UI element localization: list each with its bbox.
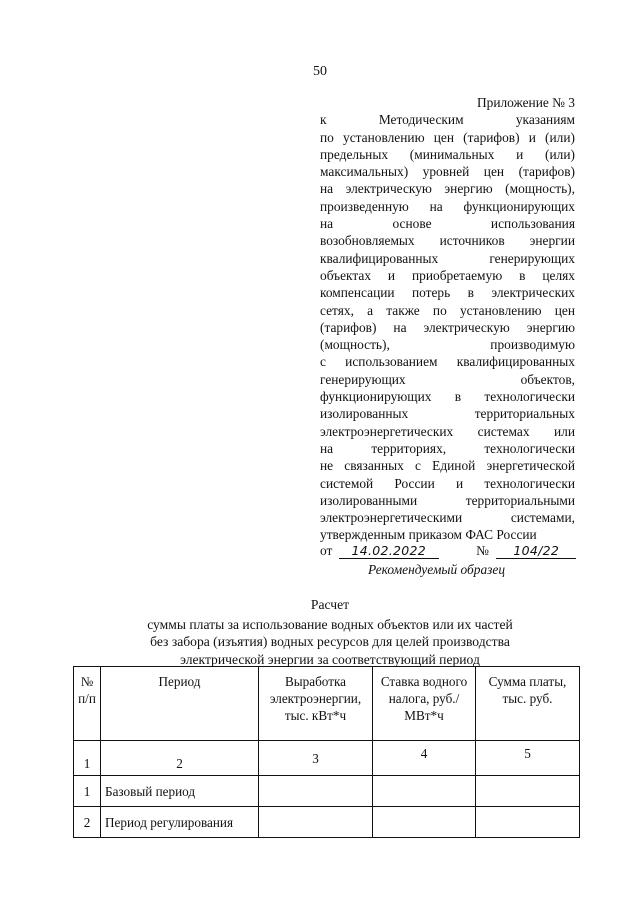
order-date: 14.02.2022	[339, 544, 439, 559]
header-payment-sum: Сумма платы, тыс. руб.	[476, 667, 580, 741]
appendix-line: на электрическую энергию (мощность),	[320, 181, 575, 197]
order-prefix: от	[320, 543, 333, 558]
page-number: 50	[313, 64, 327, 79]
row-payment-sum	[476, 807, 580, 838]
appendix-line: по установлению цен (тарифов) и (или)	[320, 129, 575, 145]
appendix-line: утвержденным приказом ФАС России	[320, 527, 537, 543]
column-number: 3	[259, 741, 373, 776]
calculation-table	[73, 666, 580, 838]
appendix-line: предельных (минимальных и (или)	[320, 146, 575, 162]
appendix-line: изолированными территориальными	[320, 492, 575, 508]
table-header-row	[74, 667, 580, 741]
appendix-line: произведенную на функционирующих	[320, 198, 575, 214]
column-number-row	[74, 741, 580, 776]
row-payment-sum	[476, 776, 580, 807]
header-period: Период	[101, 667, 259, 741]
document-title-line: без забора (изъятия) водных ресурсов для целей производства	[150, 634, 510, 650]
document-title-line: электрической энергии за соответствующий период	[180, 651, 480, 667]
row-tax-rate	[373, 807, 476, 838]
column-number: 2	[101, 741, 259, 776]
header-tax-rate: Ставка водного налога, руб./МВт*ч	[373, 667, 476, 741]
column-number: 4	[373, 741, 476, 776]
column-number: 1	[74, 741, 101, 776]
header-number: № п/п	[74, 667, 101, 741]
row-generation	[259, 776, 373, 807]
appendix-line: на территориях, технологически	[320, 440, 575, 456]
appendix-line: к Методическим указаниям	[320, 112, 575, 128]
row-period: Период регулирования	[101, 807, 259, 838]
column-number: 5	[476, 741, 580, 776]
row-tax-rate	[373, 776, 476, 807]
appendix-line: электроэнергетических системах или	[320, 423, 575, 439]
header-generation: Выработка электроэнергии, тыс. кВт*ч	[259, 667, 373, 741]
appendix-line: системой России и технологически	[320, 475, 575, 491]
row-number: 2	[74, 807, 101, 838]
document-title-line: суммы платы за использование водных объектов или их частей	[147, 616, 513, 632]
appendix-line: генерирующих объектов,	[320, 371, 575, 387]
order-reference	[320, 543, 576, 559]
appendix-line: сетях, а также по установлению цен	[320, 302, 575, 318]
appendix-line: возобновляемых источников энергии	[320, 233, 575, 249]
appendix-line: изолированных территориальных	[320, 406, 575, 422]
row-generation	[259, 807, 373, 838]
row-period: Базовый период	[101, 776, 259, 807]
table-row	[74, 776, 580, 807]
document-heading: Расчет	[310, 597, 350, 612]
appendix-line: компенсации потерь в электрических	[320, 285, 575, 301]
appendix-line: не связанных с Единой энергетической	[320, 458, 575, 474]
order-number: 104/22	[496, 544, 576, 559]
table-row	[74, 807, 580, 838]
appendix-line: объектах и приобретаемую в целях	[320, 267, 575, 283]
appendix-line: квалифицированных генерирующих	[320, 250, 575, 266]
appendix-line: электроэнергетическими системами,	[320, 510, 575, 526]
sample-label: Рекомендуемый образец	[368, 562, 506, 577]
appendix-line: функционирующих в технологически	[320, 389, 575, 405]
row-number: 1	[74, 776, 101, 807]
appendix-line: (тарифов) на электрическую энергию	[320, 319, 575, 335]
appendix-text	[320, 111, 575, 543]
order-number-prefix: №	[476, 543, 489, 558]
appendix-line: на основе использования	[320, 216, 575, 232]
appendix-title: Приложение № 3	[476, 95, 575, 110]
appendix-block	[320, 94, 575, 544]
document-title	[95, 596, 565, 668]
appendix-line: с использованием квалифицированных	[320, 354, 575, 370]
appendix-line: максимальных) уровней цен (тарифов)	[320, 164, 575, 180]
appendix-line: (мощность), производимую	[320, 337, 575, 353]
